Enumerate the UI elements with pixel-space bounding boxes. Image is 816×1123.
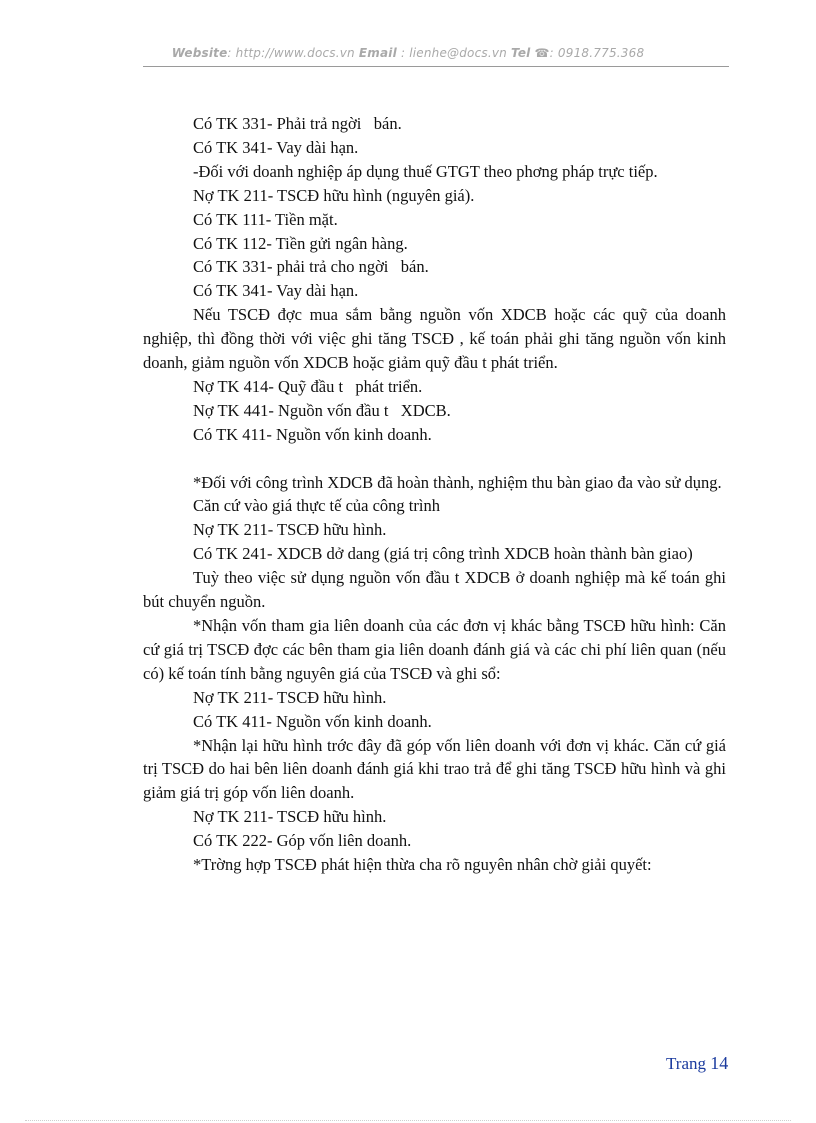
text-line: Nợ TK 441- Nguồn vốn đầu t XDCB. (193, 400, 451, 420)
paragraph: Có TK 241- XDCB dở dang (giá trị công trình XDCB hoàn thành bàn giao) (193, 544, 693, 564)
text-line: Có TK 411- Nguồn vốn kinh doanh. (193, 424, 432, 444)
email-value: : lienhe@docs.vn (400, 46, 507, 60)
text-line: Có TK 341- Vay dài hạn. (193, 137, 359, 157)
footer-divider (25, 1120, 791, 1121)
website-value: : http://www.docs.vn (227, 46, 355, 60)
paragraph: *Trờng hợp TSCĐ phát hiện thừa cha rõ nguyên nhân chờ giải quyết: (193, 855, 652, 875)
tel-label: Tel (511, 46, 531, 60)
page-number-value: 14 (710, 1053, 729, 1073)
paragraph: *Nhận vốn tham gia liên doanh của các đơn vị khác bằng TSCĐ hữu hình: Căn cứ giá trị TSCĐ đợc các bên tham gia liên doanh đánh giá và các chi phí liên quan (nếu có) kế toán tính bằng nguyên giá của TSCĐ và ghi sổ: (143, 616, 726, 683)
text-line: Căn cứ vào giá thực tế của công trình (193, 496, 440, 516)
text-line: Nợ TK 211- TSCĐ hữu hình. (193, 687, 387, 707)
document-body (143, 112, 726, 877)
text-line: Có TK 222- Góp vốn liên doanh. (193, 831, 412, 851)
paragraph: *Nhận lại hữu hình trớc đây đã góp vốn liên doanh với đơn vị khác. Căn cứ giá trị TSCĐ do hai bên liên doanh đánh giá khi trao trả để ghi tăng TSCĐ hữu hình và ghi giảm giá trị góp vốn liên doanh. (143, 735, 726, 803)
text-line: Nợ TK 211- TSCĐ hữu hình (nguyên giá). (193, 185, 475, 205)
text-line: Có TK 112- Tiền gửi ngân hàng. (193, 233, 408, 253)
text-line: Có TK 331- Phải trả ngời bán. (193, 114, 402, 133)
blank-line (143, 447, 726, 471)
paragraph: -Đối với doanh nghiệp áp dụng thuế GTGT theo phơng pháp trực tiếp. (193, 161, 658, 181)
page-number (666, 1053, 728, 1074)
text-line: Nợ TK 414- Quỹ đầu t phát triển. (193, 376, 423, 396)
page-label: Trang (666, 1054, 706, 1073)
text-line: Nợ TK 211- TSCĐ hữu hình. (193, 807, 387, 827)
text-line: Có TK 411- Nguồn vốn kinh doanh. (193, 711, 432, 731)
text-line: Có TK 111- Tiền mặt. (193, 209, 338, 229)
page-header (0, 46, 816, 60)
text-line: Có TK 331- phải trả cho ngời bán. (193, 257, 429, 277)
header-divider (143, 66, 729, 67)
email-label: Email (358, 46, 397, 60)
paragraph: Nếu TSCĐ đợc mua sắm bằng nguồn vốn XDCB hoặc các quỹ của doanh nghiệp, thì đồng thời với việc ghi tăng TSCĐ , kế toán phải ghi tăng nguồn vốn kinh doanh, giảm nguồn vốn XDCB hoặc giảm quỹ đầu t phát triển. (143, 305, 726, 373)
paragraph: Tuỳ theo việc sử dụng nguồn vốn đầu t XDCB ở doanh nghiệp mà kế toán ghi bút chuyển nguồn. (143, 568, 726, 612)
text-line: Có TK 341- Vay dài hạn. (193, 281, 359, 301)
text-line: Nợ TK 211- TSCĐ hữu hình. (193, 520, 387, 540)
website-label: Website (171, 46, 228, 60)
tel-value: ☎: 0918.775.368 (534, 46, 645, 60)
paragraph: *Đối với công trình XDCB đã hoàn thành, nghiệm thu bàn giao đa vào sử dụng. (193, 472, 722, 492)
